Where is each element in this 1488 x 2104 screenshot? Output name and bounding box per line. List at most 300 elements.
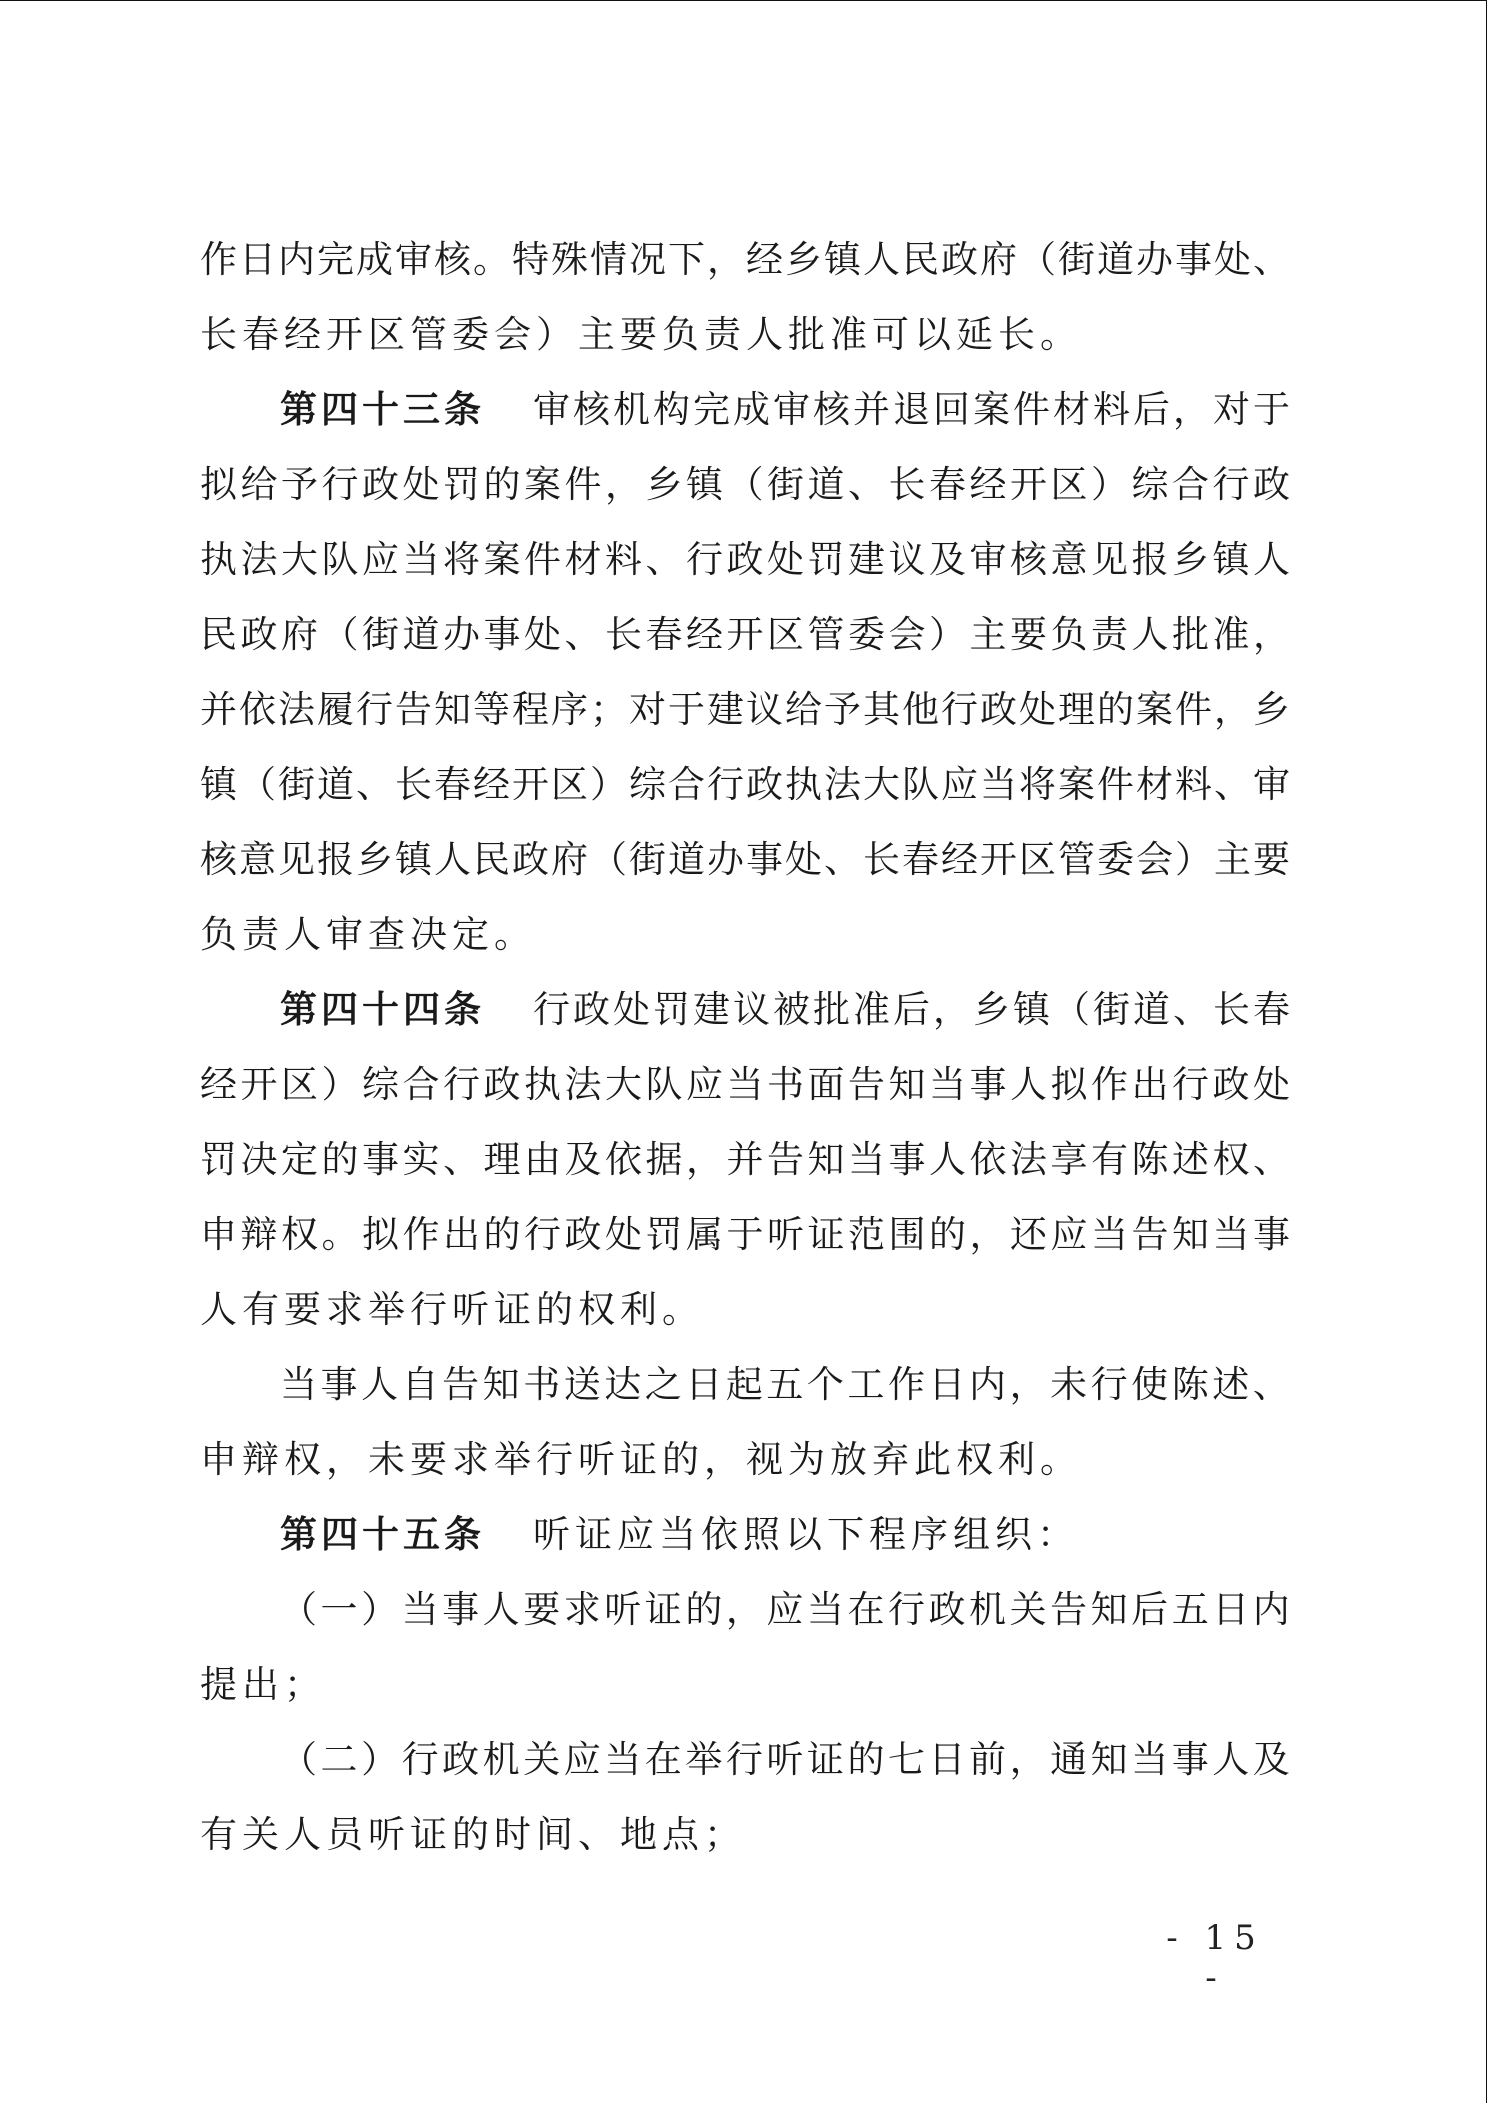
glyph: 管 bbox=[1058, 838, 1095, 881]
glyph: 乡 bbox=[785, 238, 822, 281]
glyph: 告 bbox=[1050, 1588, 1088, 1631]
glyph: 队 bbox=[902, 763, 939, 806]
glyph: 应 bbox=[362, 538, 399, 581]
glyph: 管 bbox=[807, 613, 845, 656]
glyph: 府 bbox=[551, 838, 588, 881]
glyph: 乡 bbox=[356, 838, 393, 881]
glyph: 会 bbox=[888, 613, 926, 656]
glyph: 、 bbox=[1214, 763, 1251, 806]
glyph: 府 bbox=[980, 238, 1017, 281]
glyph: 人 bbox=[1253, 538, 1290, 581]
glyph: 法 bbox=[278, 688, 315, 731]
glyph: 日 bbox=[239, 238, 276, 281]
glyph: 准 bbox=[853, 988, 890, 1031]
glyph: 材 bbox=[1136, 763, 1173, 806]
glyph: 审 bbox=[533, 388, 570, 431]
glyph: 长 bbox=[395, 763, 432, 806]
glyph: 的 bbox=[1097, 688, 1134, 731]
glyph: 处 bbox=[402, 463, 440, 506]
text-line bbox=[200, 1197, 1290, 1272]
glyph: 围 bbox=[888, 1213, 926, 1256]
glyph: 告 bbox=[1131, 1213, 1169, 1256]
glyph: 、 bbox=[645, 538, 683, 581]
glyph: 镇 bbox=[1013, 988, 1050, 1031]
glyph: 政 bbox=[941, 238, 978, 281]
glyph: 行 bbox=[401, 1738, 439, 1781]
article-heading: 第四十五条 bbox=[280, 1513, 485, 1556]
glyph: 序 bbox=[551, 688, 588, 731]
glyph: 道 bbox=[402, 613, 440, 656]
glyph: 并 bbox=[726, 1138, 764, 1181]
glyph: 并 bbox=[853, 388, 890, 431]
text-line: 人有要求举行听证的权利。 bbox=[200, 1288, 704, 1331]
glyph: 人 bbox=[929, 1138, 966, 1181]
glyph: 内 bbox=[1252, 1588, 1290, 1631]
glyph: 前 bbox=[969, 1738, 1007, 1781]
glyph: 政 bbox=[1212, 1063, 1250, 1106]
glyph: 当 bbox=[280, 1363, 317, 1406]
glyph: 作 bbox=[1091, 1063, 1128, 1106]
glyph: 办 bbox=[1136, 238, 1173, 281]
glyph: 陈 bbox=[1131, 1138, 1169, 1181]
glyph: 书 bbox=[767, 1063, 804, 1106]
glyph: 会 bbox=[1136, 838, 1173, 881]
glyph: 送 bbox=[563, 1363, 601, 1406]
glyph: 五 bbox=[766, 1363, 804, 1406]
glyph: 行 bbox=[941, 688, 978, 731]
glyph: 法 bbox=[240, 538, 278, 581]
glyph: 料 bbox=[1093, 388, 1130, 431]
glyph: 镇 bbox=[1212, 538, 1250, 581]
glyph: 证 bbox=[806, 1738, 844, 1781]
glyph: 经 bbox=[686, 613, 723, 656]
glyph: 春 bbox=[645, 613, 683, 656]
glyph: 准 bbox=[1212, 613, 1250, 656]
glyph: 事 bbox=[362, 1138, 399, 1181]
glyph: （ bbox=[321, 613, 359, 656]
glyph: 乡 bbox=[973, 988, 1010, 1031]
glyph: 事 bbox=[1253, 1213, 1290, 1256]
glyph: 街 bbox=[362, 613, 399, 656]
glyph: 政 bbox=[564, 1213, 602, 1256]
glyph: 春 bbox=[902, 838, 939, 881]
glyph: 委 bbox=[1097, 838, 1134, 881]
glyph: 知 bbox=[1090, 1738, 1128, 1781]
glyph: 核 bbox=[813, 388, 850, 431]
glyph: 权 bbox=[1212, 1138, 1250, 1181]
glyph: 核 bbox=[1010, 538, 1047, 581]
glyph: 五 bbox=[1171, 1588, 1209, 1631]
glyph: 核 bbox=[434, 238, 471, 281]
glyph: 当 bbox=[848, 1138, 885, 1181]
glyph: 、 bbox=[824, 838, 861, 881]
glyph: 行 bbox=[356, 688, 393, 731]
glyph: 道 bbox=[807, 463, 845, 506]
glyph: 后 bbox=[1133, 388, 1170, 431]
glyph: 合 bbox=[668, 763, 705, 806]
glyph: 面 bbox=[807, 1063, 845, 1106]
glyph: 通 bbox=[1050, 1738, 1088, 1781]
glyph: 知 bbox=[1172, 1213, 1209, 1256]
glyph: 材 bbox=[1053, 388, 1090, 431]
glyph: 未 bbox=[1050, 1363, 1088, 1406]
glyph: 行 bbox=[533, 988, 570, 1031]
glyph: 道 bbox=[317, 763, 354, 806]
glyph: 开 bbox=[512, 763, 549, 806]
glyph: 个 bbox=[806, 1363, 844, 1406]
glyph: 区 bbox=[551, 763, 588, 806]
glyph: 委 bbox=[848, 613, 885, 656]
glyph: 理 bbox=[1058, 688, 1095, 731]
glyph: 镇 bbox=[200, 763, 237, 806]
glyph: 要 bbox=[1253, 838, 1290, 881]
glyph: 被 bbox=[773, 988, 810, 1031]
glyph: 将 bbox=[443, 538, 480, 581]
glyph: 辩 bbox=[240, 1213, 278, 1256]
glyph: 退 bbox=[893, 388, 930, 431]
glyph: 核 bbox=[573, 388, 610, 431]
glyph: 完 bbox=[693, 388, 730, 431]
glyph: 构 bbox=[653, 388, 690, 431]
glyph: 春 bbox=[929, 463, 966, 506]
glyph: 况 bbox=[629, 238, 666, 281]
article-heading: 第四十四条 bbox=[280, 988, 485, 1031]
glyph: 当 bbox=[401, 1588, 439, 1631]
glyph: 当 bbox=[1091, 1213, 1128, 1256]
glyph: 罚 bbox=[443, 463, 480, 506]
glyph: 行 bbox=[1172, 1063, 1209, 1106]
glyph: 政 bbox=[726, 538, 764, 581]
glyph: 建 bbox=[707, 688, 744, 731]
glyph: 长 bbox=[863, 838, 900, 881]
glyph: 当 bbox=[980, 763, 1017, 806]
glyph: 处 bbox=[605, 1213, 642, 1256]
glyph: 人 bbox=[863, 238, 900, 281]
glyph: 道 bbox=[1133, 988, 1170, 1031]
glyph: 人 bbox=[1131, 613, 1169, 656]
glyph: 的 bbox=[483, 463, 521, 506]
glyph: ， bbox=[605, 463, 642, 506]
glyph: 七 bbox=[887, 1738, 925, 1781]
text-line bbox=[200, 522, 1290, 597]
glyph: 听 bbox=[766, 1738, 804, 1781]
glyph: ， bbox=[933, 988, 970, 1031]
glyph: 见 bbox=[278, 838, 315, 881]
glyph: 于 bbox=[668, 688, 705, 731]
glyph: 报 bbox=[317, 838, 354, 881]
glyph: 其 bbox=[863, 688, 900, 731]
glyph: 处 bbox=[613, 988, 650, 1031]
glyph: 民 bbox=[200, 613, 237, 656]
glyph: 当 bbox=[604, 1738, 642, 1781]
glyph: 内 bbox=[278, 238, 315, 281]
glyph: 关 bbox=[1009, 1588, 1047, 1631]
article-first-line bbox=[200, 372, 1290, 447]
glyph: 批 bbox=[813, 988, 850, 1031]
glyph: 听 bbox=[767, 1213, 804, 1256]
glyph: 意 bbox=[1050, 538, 1088, 581]
glyph: 街 bbox=[629, 838, 666, 881]
glyph: 作 bbox=[402, 1213, 440, 1256]
glyph: 罚 bbox=[653, 988, 690, 1031]
glyph: 内 bbox=[969, 1363, 1007, 1406]
glyph: ， bbox=[725, 1588, 763, 1631]
text-line bbox=[200, 1347, 1290, 1422]
glyph: 知 bbox=[807, 1138, 845, 1181]
glyph: 。 bbox=[321, 1213, 359, 1256]
text-line bbox=[200, 1047, 1290, 1122]
glyph: 长 bbox=[888, 463, 926, 506]
glyph: ， bbox=[686, 1138, 723, 1181]
glyph: 开 bbox=[980, 838, 1017, 881]
glyph: 予 bbox=[281, 463, 318, 506]
glyph: 责 bbox=[1091, 613, 1128, 656]
glyph: 属 bbox=[686, 1213, 723, 1256]
glyph: 在 bbox=[644, 1738, 682, 1781]
glyph: 政 bbox=[240, 613, 278, 656]
glyph: 起 bbox=[725, 1363, 763, 1406]
glyph: 理 bbox=[483, 1138, 521, 1181]
glyph: 证 bbox=[807, 1213, 845, 1256]
glyph: 议 bbox=[746, 688, 783, 731]
page-number: - 15 - bbox=[1166, 1918, 1264, 1998]
glyph: 材 bbox=[564, 538, 602, 581]
glyph: 的 bbox=[321, 1138, 359, 1181]
text-run bbox=[533, 372, 1290, 447]
glyph: 述 bbox=[1212, 1363, 1250, 1406]
glyph: 、 bbox=[848, 463, 885, 506]
glyph: 处 bbox=[785, 838, 822, 881]
glyph: （ bbox=[726, 463, 764, 506]
glyph: 享 bbox=[1050, 1138, 1088, 1181]
glyph: 殊 bbox=[551, 238, 588, 281]
glyph: 乡 bbox=[1253, 688, 1290, 731]
glyph: 行 bbox=[1090, 1363, 1128, 1406]
glyph: 事 bbox=[320, 1363, 358, 1406]
glyph: 审 bbox=[773, 388, 810, 431]
glyph: 料 bbox=[1175, 763, 1212, 806]
glyph: 程 bbox=[512, 688, 549, 731]
glyph: 依 bbox=[969, 1138, 1007, 1181]
glyph: 处 bbox=[1253, 1063, 1290, 1106]
glyph: 应 bbox=[766, 1588, 804, 1631]
glyph: 工 bbox=[847, 1363, 885, 1406]
glyph: 件 bbox=[1013, 388, 1050, 431]
glyph: 事 bbox=[888, 1138, 926, 1181]
glyph: 案 bbox=[1058, 763, 1095, 806]
glyph: 给 bbox=[240, 463, 278, 506]
glyph: 告 bbox=[767, 1138, 804, 1181]
glyph: 经 bbox=[746, 238, 783, 281]
document-body bbox=[200, 222, 1290, 1872]
text-line bbox=[200, 822, 1290, 897]
article-first-line bbox=[200, 1497, 1290, 1572]
glyph: 日 bbox=[928, 1363, 966, 1406]
glyph: 并 bbox=[200, 688, 237, 731]
glyph: 举 bbox=[685, 1738, 723, 1781]
glyph: 告 bbox=[395, 688, 432, 731]
glyph: 经 bbox=[473, 763, 510, 806]
glyph: 机 bbox=[613, 388, 650, 431]
glyph: 给 bbox=[785, 688, 822, 731]
glyph: 范 bbox=[848, 1213, 885, 1256]
glyph: 及 bbox=[1252, 1738, 1290, 1781]
glyph: 二 bbox=[320, 1738, 358, 1781]
glyph: 作 bbox=[200, 238, 237, 281]
glyph: 政 bbox=[746, 763, 783, 806]
glyph: 定 bbox=[281, 1138, 318, 1181]
glyph: 法 bbox=[1010, 1138, 1047, 1181]
text-line: 长春经开区管委会）主要负责人批准可以延长。 bbox=[200, 313, 1082, 356]
glyph: 日 bbox=[928, 1738, 966, 1781]
glyph: 民 bbox=[902, 238, 939, 281]
glyph: 予 bbox=[824, 688, 861, 731]
glyph: 政 bbox=[573, 988, 610, 1031]
glyph: 意 bbox=[239, 838, 276, 881]
glyph: 对 bbox=[1213, 388, 1250, 431]
glyph: 合 bbox=[402, 1063, 440, 1106]
glyph: 实 bbox=[402, 1138, 440, 1181]
glyph: 要 bbox=[1010, 613, 1047, 656]
glyph: ） bbox=[929, 613, 966, 656]
glyph: 政 bbox=[442, 1738, 480, 1781]
glyph: 街 bbox=[1093, 988, 1130, 1031]
glyph: 日 bbox=[1212, 1588, 1250, 1631]
glyph: 事 bbox=[483, 613, 521, 656]
glyph: ， bbox=[1214, 688, 1251, 731]
glyph: 经 bbox=[200, 1063, 237, 1106]
glyph: 后 bbox=[1131, 1588, 1169, 1631]
glyph: 听 bbox=[604, 1588, 642, 1631]
glyph: 大 bbox=[281, 538, 318, 581]
glyph: 罚 bbox=[645, 1213, 683, 1256]
glyph: 见 bbox=[1091, 538, 1128, 581]
glyph: 决 bbox=[240, 1138, 278, 1181]
glyph: 告 bbox=[848, 1063, 885, 1106]
glyph: 区 bbox=[767, 613, 804, 656]
glyph: 书 bbox=[523, 1363, 561, 1406]
glyph: 有 bbox=[1091, 1138, 1128, 1181]
glyph: 行 bbox=[321, 463, 359, 506]
glyph: 镇 bbox=[395, 838, 432, 881]
glyph: 于 bbox=[1253, 388, 1290, 431]
glyph: 综 bbox=[629, 763, 666, 806]
glyph: 执 bbox=[524, 1063, 561, 1106]
glyph: 人 bbox=[361, 1363, 399, 1406]
glyph: 对 bbox=[629, 688, 666, 731]
text-line: 有关人员听证的时间、地点； bbox=[200, 1813, 746, 1856]
list-item-line bbox=[200, 1722, 1290, 1797]
glyph: 应 bbox=[563, 1738, 601, 1781]
glyph: 街 bbox=[278, 763, 315, 806]
glyph: 关 bbox=[523, 1738, 561, 1781]
glyph: （ bbox=[590, 838, 627, 881]
glyph: 知 bbox=[888, 1063, 926, 1106]
glyph: ， bbox=[1173, 388, 1210, 431]
glyph: ） bbox=[1091, 463, 1128, 506]
glyph: 案 bbox=[483, 538, 521, 581]
text-line bbox=[200, 597, 1290, 672]
glyph: 。 bbox=[473, 238, 510, 281]
glyph: 事 bbox=[1175, 238, 1212, 281]
glyph: 负 bbox=[1050, 613, 1088, 656]
glyph: 事 bbox=[442, 1588, 480, 1631]
glyph: 当 bbox=[929, 1063, 966, 1106]
glyph: 人 bbox=[482, 1588, 520, 1631]
article-heading: 第四十三条 bbox=[280, 388, 485, 431]
glyph: 机 bbox=[969, 1588, 1007, 1631]
glyph: 之 bbox=[644, 1363, 682, 1406]
glyph: 行 bbox=[707, 763, 744, 806]
glyph: 的 bbox=[847, 1738, 885, 1781]
glyph: 于 bbox=[726, 1213, 764, 1256]
glyph: 镇 bbox=[824, 238, 861, 281]
glyph: 、 bbox=[443, 1138, 480, 1181]
glyph: 成 bbox=[356, 238, 393, 281]
article-first-line bbox=[200, 972, 1290, 1047]
glyph: 述 bbox=[1172, 1138, 1209, 1181]
glyph: 春 bbox=[1253, 988, 1290, 1031]
glyph: 事 bbox=[1171, 1738, 1209, 1781]
glyph: 使 bbox=[1131, 1363, 1169, 1406]
glyph: 长 bbox=[1213, 988, 1250, 1031]
glyph: 队 bbox=[321, 538, 359, 581]
glyph: （ bbox=[1053, 988, 1090, 1031]
glyph: （ bbox=[1019, 238, 1056, 281]
text-run bbox=[533, 972, 1290, 1047]
glyph: 区 bbox=[1019, 838, 1056, 881]
glyph: 在 bbox=[847, 1588, 885, 1631]
text-line bbox=[200, 1122, 1290, 1197]
text-line: 申辩权，未要求举行听证的，视为放弃此权利。 bbox=[200, 1438, 1082, 1481]
glyph: 行 bbox=[524, 1213, 561, 1256]
glyph: 由 bbox=[524, 1138, 561, 1181]
glyph: 告 bbox=[442, 1363, 480, 1406]
glyph: 议 bbox=[733, 988, 770, 1031]
glyph: 件 bbox=[1097, 763, 1134, 806]
glyph: 将 bbox=[1019, 763, 1056, 806]
glyph: 、 bbox=[1253, 1138, 1290, 1181]
glyph: 当 bbox=[806, 1588, 844, 1631]
glyph: ； bbox=[590, 688, 627, 731]
glyph: 行 bbox=[1212, 463, 1250, 506]
glyph: 求 bbox=[563, 1588, 601, 1631]
glyph: 依 bbox=[605, 1138, 642, 1181]
glyph: 春 bbox=[434, 763, 471, 806]
glyph: ） bbox=[1175, 838, 1212, 881]
glyph: （ bbox=[280, 1588, 317, 1631]
glyph: 队 bbox=[645, 1063, 683, 1106]
glyph: 议 bbox=[888, 538, 926, 581]
glyph: 知 bbox=[434, 688, 471, 731]
glyph: 镇 bbox=[686, 463, 723, 506]
glyph: ） bbox=[361, 1738, 399, 1781]
glyph: 、 bbox=[1173, 988, 1210, 1031]
glyph: 自 bbox=[401, 1363, 439, 1406]
glyph: 及 bbox=[929, 538, 966, 581]
glyph: 料 bbox=[605, 538, 642, 581]
glyph: 完 bbox=[317, 238, 354, 281]
glyph: 政 bbox=[362, 463, 399, 506]
glyph: 据 bbox=[645, 1138, 683, 1181]
glyph: 行 bbox=[725, 1738, 763, 1781]
glyph: 还 bbox=[1010, 1213, 1047, 1256]
glyph: 拟 bbox=[362, 1213, 399, 1256]
glyph: 应 bbox=[941, 763, 978, 806]
glyph: 陈 bbox=[1171, 1363, 1209, 1406]
glyph: 处 bbox=[1214, 238, 1251, 281]
glyph: 等 bbox=[473, 688, 510, 731]
